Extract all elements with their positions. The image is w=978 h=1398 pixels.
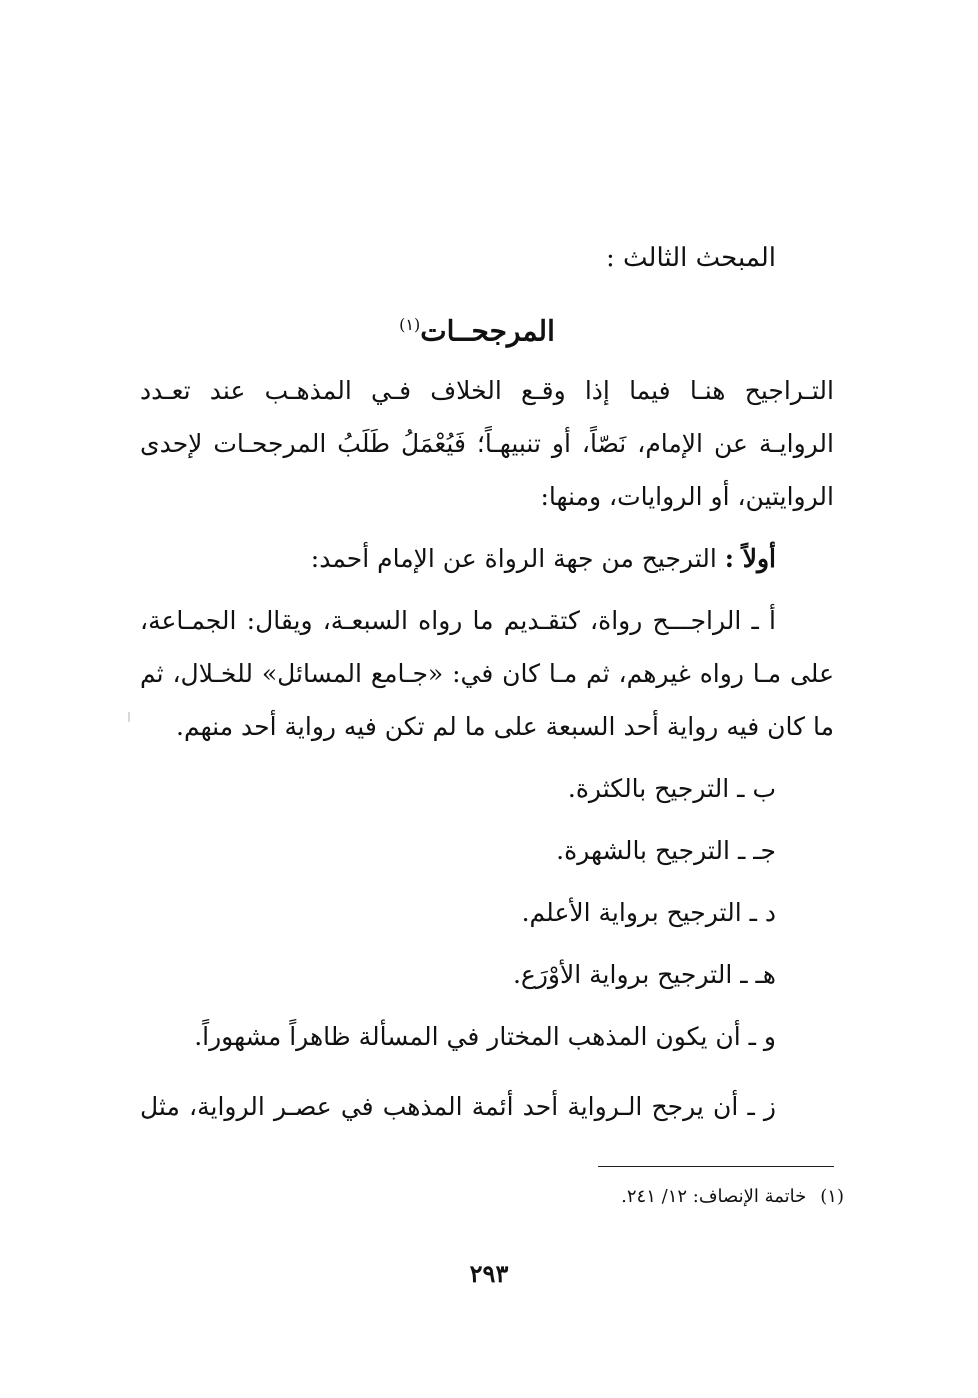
intro-line-2: الروايـة عن الإمام، نَصّاً، أو تنبيهـاً؛ فَيُعْمَلُ طَلَبُ المرجحـات لإحدى <box>140 429 834 458</box>
list-item-z: ز ـ أن يرجح الـرواية أحد أئمة المذهب في عصـر الرواية، مثل <box>140 1092 776 1121</box>
list-item-h: هـ ـ الترجيح برواية الأوْرَع. <box>512 960 776 989</box>
footnote-separator <box>598 1166 834 1167</box>
scan-speck <box>128 712 130 722</box>
list-item-d: د ـ الترجيح برواية الأعلم. <box>521 898 776 927</box>
intro-line-3: الروايتين، أو الروايات، ومنها: <box>540 482 834 511</box>
intro-line-1: التـراجيح هنـا فيما إذا وقـع الخلاف فـي المذهـب عند تعـدد <box>140 376 834 405</box>
item-a-line-1: أ ـ الراجـــح رواة، كتقـديم ما رواه السبعـة، ويقال: الجمـاعة، <box>140 606 776 635</box>
list-item-b: ب ـ الترجيح بالكثرة. <box>567 774 776 803</box>
title-text: المرجحــات <box>420 314 555 348</box>
footnote-text: خاتمة الإنصاف: ١٢/ ٢٤١. <box>621 1186 807 1207</box>
footnote <box>621 1183 844 1211</box>
first-criterion <box>311 542 776 576</box>
item-a-line-2: على مـا رواه غيرهم، ثم مـا كان في: «جـامع المسائل» للخـلال، ثم <box>140 659 834 688</box>
list-item-j: جـ ـ الترجيح بالشهرة. <box>556 836 776 865</box>
footnote-number: (١) <box>820 1186 844 1207</box>
first-criterion-label: أولاً : <box>724 544 776 573</box>
section-heading: المبحث الثالث : <box>606 243 776 273</box>
title-footnote-ref: (١) <box>399 315 421 334</box>
list-item-w: و ـ أن يكون المذهب المختار في المسألة ظاهراً مشهوراً. <box>194 1022 776 1051</box>
page-number: ٢٩٣ <box>469 1259 509 1288</box>
item-a-line-3: ما كان فيه رواية أحد السبعة على ما لم تكن فيه رواية أحد منهم. <box>176 712 834 741</box>
first-criterion-text: الترجيح من جهة الرواة عن الإمام أحمد: <box>310 544 717 573</box>
section-title <box>0 304 978 352</box>
